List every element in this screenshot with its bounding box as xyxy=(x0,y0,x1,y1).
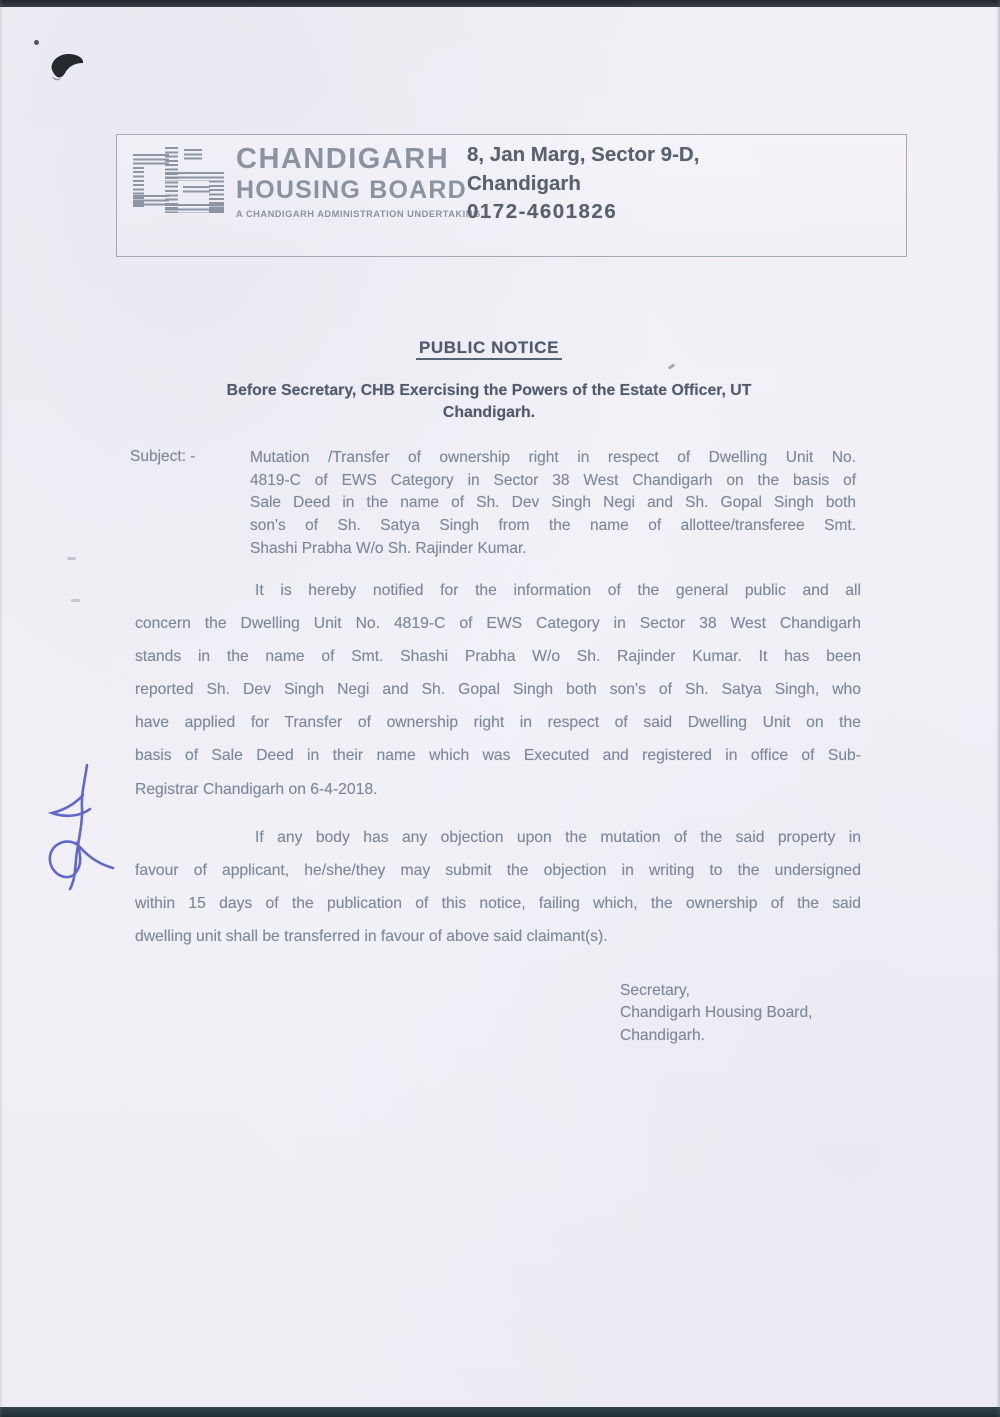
ink-dot xyxy=(34,40,39,45)
subject-body xyxy=(250,447,856,561)
body-line: stands in the name of Smt. Shashi Prabha W/o Sh. Rajinder Kumar. It has been xyxy=(135,648,861,666)
body-line: reported Sh. Dev Singh Negi and Sh. Gopal Singh both son's of Sh. Satya Singh, who xyxy=(135,681,861,699)
scan-edge-left xyxy=(0,0,3,1417)
subject-line: son's of Sh. Satya Singh from the name of allottee/transferee Smt. xyxy=(250,517,856,535)
heading-line1: Before Secretary, CHB Exercising the Powers of the Estate Officer, UT xyxy=(226,382,752,399)
subject-line: Sale Deed in the name of Sh. Dev Singh Negi and Sh. Gopal Singh both xyxy=(250,494,856,512)
body-paragraph-2 xyxy=(135,821,861,953)
address-line2: Chandigarh xyxy=(467,171,581,195)
brand-block xyxy=(236,143,481,219)
subject-line: 4819-C of EWS Category in Sector 38 West Chandigarh on the basis of xyxy=(250,471,856,489)
subject-line: Shashi Prabha W/o Sh. Rajinder Kumar. xyxy=(250,539,527,557)
scan-edge-right xyxy=(996,0,1000,1417)
notice-heading xyxy=(0,380,978,423)
letterhead xyxy=(116,134,907,257)
body-line: favour of applicant, he/she/they may submit the objection in writing to the undersigned xyxy=(135,862,861,880)
body-line: It is hereby notified for the information of the general public and all xyxy=(255,582,861,599)
heading-line2: Chandigarh. xyxy=(442,403,536,421)
scan-edge-top xyxy=(0,0,1000,7)
subject-line: Mutation /Transfer of ownership right in respect of Dwelling Unit No. xyxy=(250,449,856,466)
signature-line: Secretary, xyxy=(620,982,690,999)
brand-tagline: A CHANDIGARH ADMINISTRATION UNDERTAKING xyxy=(236,209,481,219)
signature-line: Chandigarh Housing Board, xyxy=(620,1004,813,1022)
ink-blot xyxy=(40,46,96,92)
body-line: within 15 days of the publication of this notice, failing which, the ownership of the said xyxy=(135,895,861,913)
letterhead-address xyxy=(467,141,699,227)
notice-title xyxy=(0,338,978,358)
phone-number: 0172-4601826 xyxy=(467,200,618,223)
chb-logo-icon xyxy=(133,147,228,213)
scan-edge-bottom xyxy=(0,1407,1000,1417)
margin-dash xyxy=(71,599,80,602)
subject-label: Subject: - xyxy=(130,448,196,465)
brand-name-line1: CHANDIGARH xyxy=(236,143,450,175)
signature-block xyxy=(620,980,812,1047)
body-paragraph-1 xyxy=(135,574,861,806)
pen-signature-mark xyxy=(35,755,125,905)
body-line: concern the Dwelling Unit No. 4819-C of EWS Category in Sector 38 West Chandigarh xyxy=(135,615,861,633)
scan-speck xyxy=(668,363,675,369)
body-line: If any body has any objection upon the mutation of the said property in xyxy=(255,829,861,846)
signature-line: Chandigarh. xyxy=(620,1026,705,1044)
notice-title-text: PUBLIC NOTICE xyxy=(416,338,562,360)
body-line: have applied for Transfer of ownership right in respect of said Dwelling Unit on the xyxy=(135,714,861,732)
margin-dash xyxy=(67,557,76,560)
body-line: Registrar Chandigarh on 6-4-2018. xyxy=(135,780,378,798)
brand-name-line2: HOUSING BOARD xyxy=(236,176,467,204)
address-line1: 8, Jan Marg, Sector 9-D, xyxy=(467,143,700,166)
body-line: dwelling unit shall be transferred in favour of above said claimant(s). xyxy=(135,928,608,946)
body-line: basis of Sale Deed in their name which was Executed and registered in office of Sub- xyxy=(135,747,861,765)
